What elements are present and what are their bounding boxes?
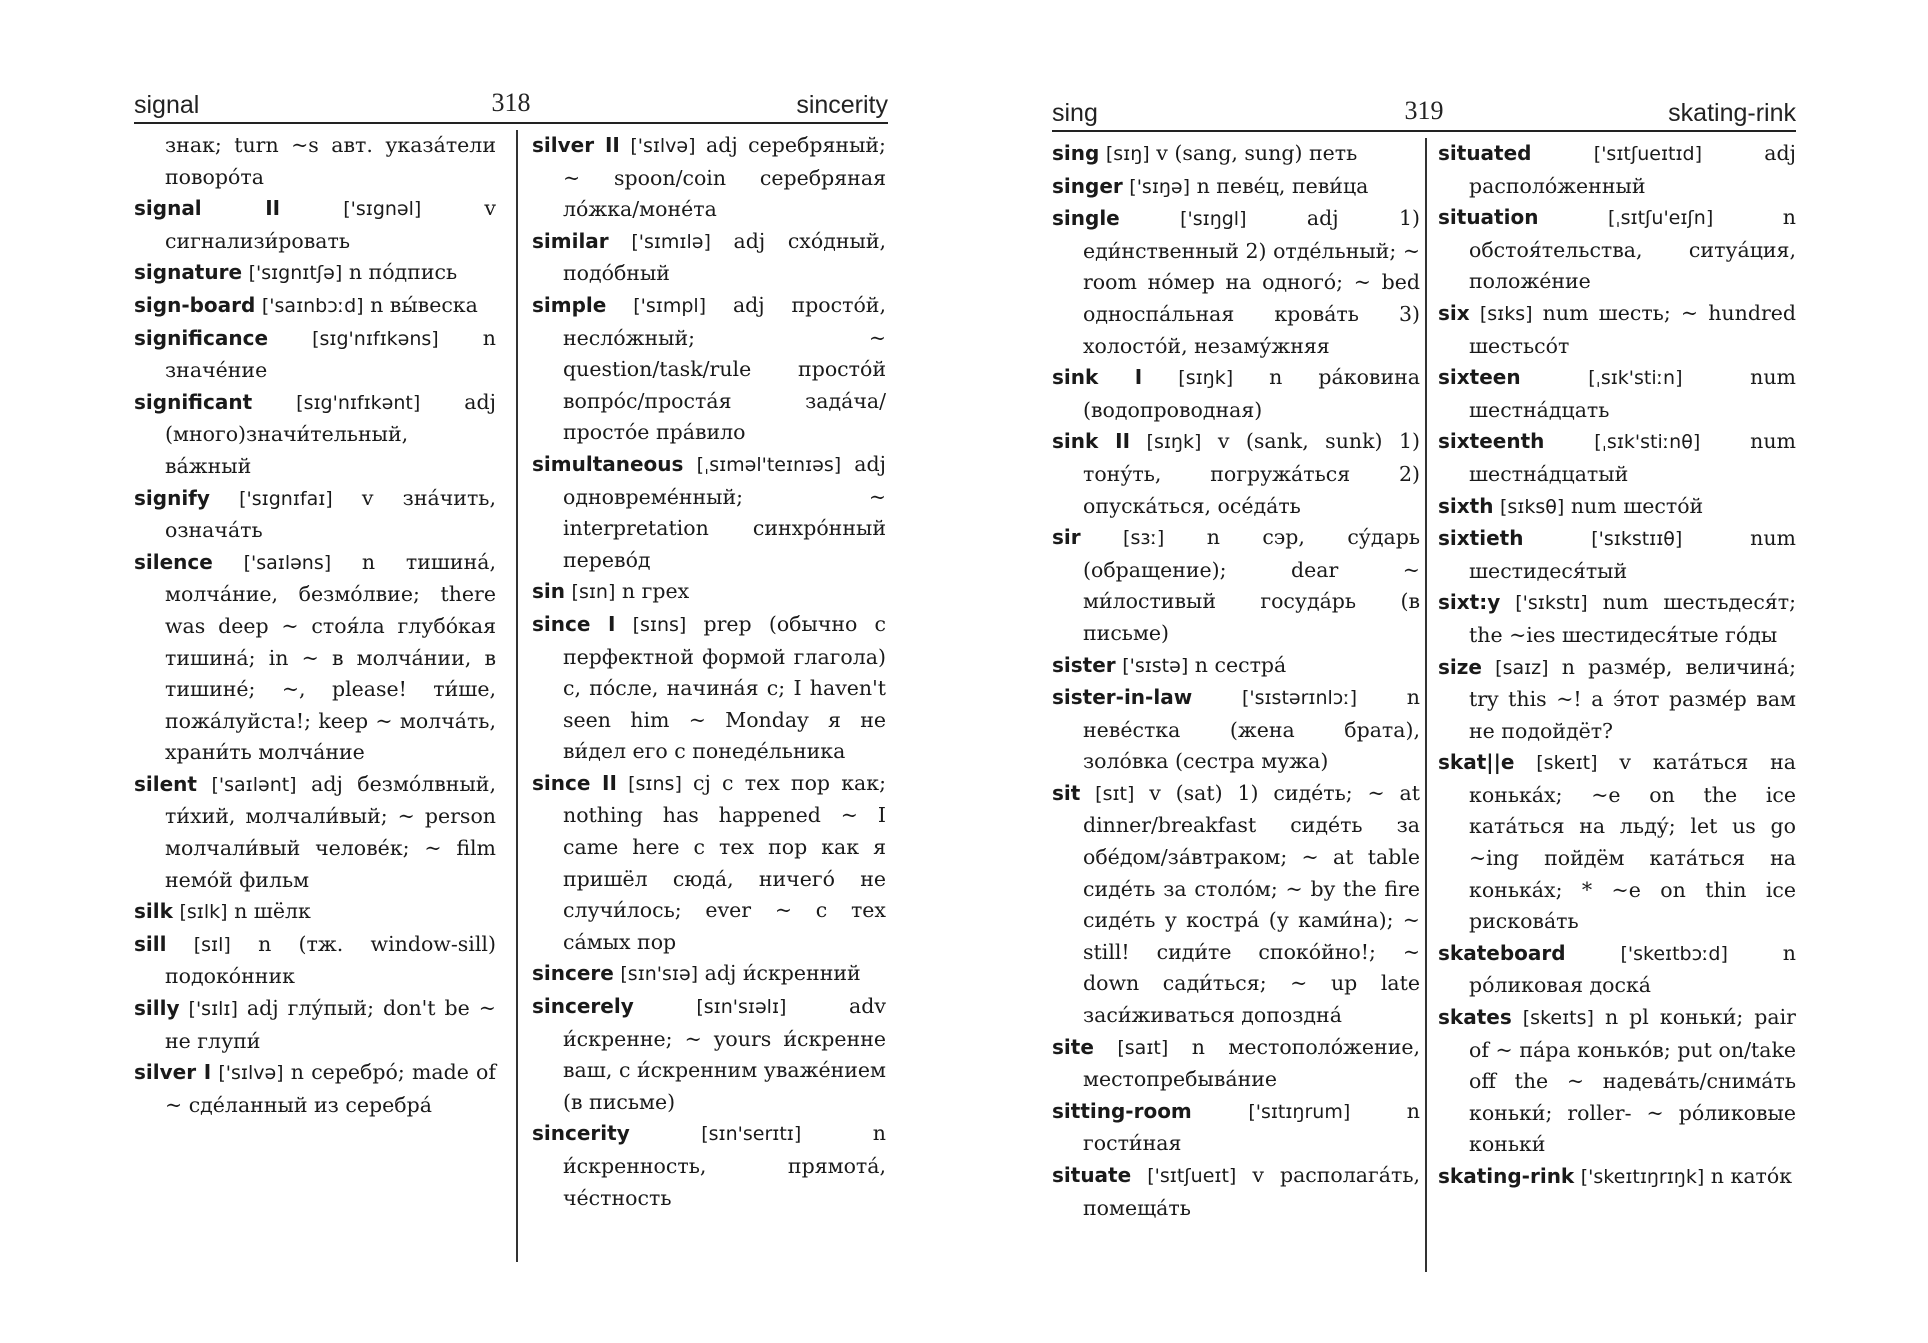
- dictionary-entry: [1438, 362, 1796, 426]
- entry-transcription: ['sɪgnɪfaɪ]: [239, 487, 333, 510]
- dictionary-entry: [532, 1118, 886, 1214]
- entry-definition: n (тж. window-sill) подоко́нник: [165, 931, 496, 989]
- dictionary-entry: [1052, 650, 1420, 683]
- entry-transcription: ['sɪtʃueɪt]: [1147, 1165, 1237, 1187]
- entry-transcription: ['sɪlvə]: [218, 1062, 284, 1085]
- entry-headword: single: [1052, 206, 1120, 231]
- entry-definition: prep (обычно с перфектной формой глагола) с, по́сле, начина́я с; I haven't seen him ~ Monday я не ви́дел его с понеде́льника: [563, 611, 886, 764]
- page-number: 318: [491, 88, 531, 117]
- dictionary-entry: [134, 993, 496, 1057]
- dictionary-entry: [134, 1057, 496, 1121]
- entry-definition: n местополо́жение, местопребыва́ние: [1083, 1034, 1420, 1092]
- dictionary-entry: [1052, 171, 1420, 204]
- entry-definition: n pl коньки́; pair of ~ па́ра конько́в; put on/take off the ~ надева́ть/снима́ть коньки́; roller- ~ ро́ликовые коньки́: [1469, 1005, 1796, 1157]
- entry-headword: size: [1438, 654, 1482, 679]
- entry-definition: n грех: [621, 579, 690, 604]
- entry-definition: n значе́ние: [165, 325, 496, 383]
- entry-definition: cj с тех пор как; nothing has happened ~ I came here с тех пор как я пришёл сюда́, ничего́ не случи́лось; ever ~ с тех са́мых пор: [563, 770, 886, 954]
- entry-headword: sign-board: [134, 292, 256, 317]
- entry-definition: n ро́ликовая доска́: [1469, 940, 1796, 998]
- entry-headword: sixtieth: [1438, 526, 1524, 551]
- entry-definition: n гости́ная: [1083, 1098, 1420, 1156]
- entry-transcription: [sɪŋ]: [1105, 143, 1150, 165]
- entry-transcription: ['sɪkstɪ]: [1515, 592, 1588, 615]
- dictionary-entry: [134, 323, 496, 387]
- entry-transcription: [sɪn]: [571, 581, 616, 604]
- entry-headword: six: [1438, 300, 1470, 325]
- entry-definition: n шёлк: [234, 899, 311, 924]
- entry-headword: silk: [134, 899, 173, 924]
- entry-transcription: ['sɪstərɪnlɔː]: [1241, 687, 1358, 710]
- entry-headword: sixteen: [1438, 365, 1521, 390]
- dictionary-entry: [532, 609, 886, 768]
- column-divider: [516, 130, 518, 1262]
- dictionary-entry: [1052, 426, 1420, 522]
- entry-transcription: [sɪg'nɪfɪkəns]: [312, 327, 439, 350]
- dictionary-entry: [134, 387, 496, 483]
- entry-headword: sing: [1052, 141, 1100, 165]
- dictionary-entry: [134, 929, 496, 993]
- dictionary-entry: [1052, 1032, 1420, 1096]
- entry-transcription: [ˌsɪk'stiːnθ]: [1594, 431, 1701, 454]
- entry-transcription: ['sɪtʃueɪtɪd]: [1593, 143, 1702, 165]
- entry-transcription: [sɪn'sɪə]: [620, 963, 699, 986]
- entry-transcription: [skeɪt]: [1536, 752, 1598, 775]
- entry-headword: situated: [1438, 141, 1532, 165]
- entry-transcription: [sɪn'sɪəlɪ]: [696, 996, 787, 1019]
- entry-headword: skates: [1438, 1005, 1512, 1030]
- dictionary-entry: [532, 290, 886, 449]
- entry-definition: v ката́ться на конька́х; ~e on the ice ката́ться на льду́; let us go ~ing пойдём ката́ться на конька́х; * ~e on thin ice рискова́ть: [1469, 750, 1796, 934]
- entry-transcription: ['saɪnbɔːd]: [261, 294, 364, 317]
- page-number: 319: [1404, 96, 1444, 125]
- entry-headword: simultaneous: [532, 451, 684, 476]
- entry-headword: skat||e: [1438, 750, 1515, 775]
- dictionary-entry: [1052, 778, 1420, 1032]
- guide-word-first: sing: [1052, 99, 1098, 127]
- entry-definition: n и́скренность, прямота́, че́стность: [563, 1121, 886, 1210]
- entry-transcription: ['sɪmɪlə]: [631, 230, 711, 253]
- entry-definition: num шесть; ~ hundred шестьсо́т: [1469, 300, 1796, 358]
- entry-definition: знак; turn ~s авт. указа́тели поворо́та: [165, 133, 496, 189]
- entry-definition: adv и́скренне; ~ yours и́скренне ваш, с и́скренним уваже́нием (в письме): [563, 994, 886, 1114]
- entry-headword: sister: [1052, 652, 1116, 677]
- entry-headword: sink II: [1052, 429, 1131, 454]
- entry-headword: since I: [532, 611, 616, 636]
- entry-definition: v (sang, sung) петь: [1156, 141, 1358, 165]
- entry-headword: silver I: [134, 1060, 212, 1085]
- entry-headword: signal II: [134, 196, 281, 221]
- entry-headword: situation: [1438, 205, 1539, 230]
- entry-transcription: [sɪlk]: [179, 901, 228, 924]
- entry-transcription: ['sɪŋə]: [1129, 175, 1191, 198]
- entry-definition: v (sat) 1) сиде́ть; ~ at dinner/breakfast сиде́ть за обе́дом/за́втраком; ~ at table сиде́ть за столо́м; ~ by the fire сиде́ть у костра́ (у ками́на); ~ still! сиди́те споко́йно!; ~ down сади́ться; ~ up late заси́живаться допоздна́: [1083, 780, 1420, 1028]
- right-page: [1052, 96, 1796, 1220]
- entry-transcription: ['sɪgnɪtʃə]: [248, 262, 343, 285]
- entry-transcription: [sɜː]: [1123, 527, 1165, 550]
- entry-headword: signify: [134, 485, 210, 510]
- dictionary-entry: [1438, 523, 1796, 587]
- dictionary-entry: [1052, 1096, 1420, 1160]
- entry-transcription: [sɪn'serɪtɪ]: [701, 1123, 802, 1146]
- dictionary-entry: [1438, 938, 1796, 1002]
- entry-transcription: [saɪt]: [1117, 1036, 1169, 1059]
- entry-transcription: [sɪks]: [1479, 302, 1533, 325]
- entry-headword: sincere: [532, 961, 614, 986]
- dictionary-entry: [1052, 522, 1420, 649]
- dictionary-entry: [134, 290, 496, 323]
- entry-transcription: ['sɪkstɪɪθ]: [1591, 528, 1683, 551]
- dictionary-entry: [1052, 682, 1420, 778]
- dictionary-entry: [134, 130, 496, 193]
- entry-definition: adj 1) еди́нственный 2) отде́льный; ~ room но́мер на одного́; ~ bed односпа́льная крова́ть 3) холосто́й, незаму́жняя: [1083, 206, 1420, 358]
- column-left: [1052, 138, 1420, 1224]
- entry-definition: adj безмо́лвный, ти́хий, молчали́вый; ~ person молчали́вый челове́к; ~ film немо́й фильм: [165, 771, 496, 892]
- dictionary-entry: [532, 768, 886, 959]
- entry-transcription: [sɪl]: [193, 933, 231, 956]
- entry-headword: sitting-room: [1052, 1098, 1192, 1123]
- entry-transcription: [sɪŋk]: [1178, 367, 1234, 390]
- dictionary-entry: [1438, 652, 1796, 748]
- entry-transcription: ['sɪtɪŋrum]: [1248, 1100, 1351, 1123]
- entry-transcription: [sɪŋk]: [1146, 431, 1202, 454]
- entry-headword: significant: [134, 389, 253, 414]
- entry-definition: adj серебряный; ~ spoon/coin серебряная ло́жка/моне́та: [563, 133, 886, 222]
- dictionary-entry: [1438, 138, 1796, 202]
- entry-headword: significance: [134, 325, 269, 350]
- dictionary-entry: [532, 991, 886, 1118]
- entry-headword: sill: [134, 931, 167, 956]
- entry-definition: n серебро́; made of ~ сде́ланный из серебра́: [165, 1060, 496, 1117]
- entry-definition: n тишина́, молча́ние, безмо́лвие; there was deep ~ стоя́ла глубо́кая тишина́; in ~ в молча́нии, в тишине́; ~, please! ти́ше, пожа́луйста!; keep ~ молча́ть, храни́ть молча́ние: [165, 549, 496, 765]
- entry-definition: num шестьдеся́т; the ~ies шестидеся́тые го́ды: [1469, 590, 1796, 647]
- dictionary-entry: [134, 769, 496, 896]
- entry-definition: n сестра́: [1194, 652, 1287, 677]
- entry-transcription: ['sɪŋgl]: [1180, 208, 1247, 231]
- entry-definition: n ра́ковина (водопроводная): [1083, 365, 1420, 422]
- entry-definition: n по́дпись: [348, 260, 458, 285]
- column-divider: [1425, 138, 1427, 1272]
- entry-definition: adj (много)значи́тельный, ва́жный: [165, 389, 496, 478]
- dictionary-entry: [1438, 587, 1796, 651]
- dictionary-entry: [532, 576, 886, 609]
- entry-definition: adj одновреме́нный; ~ interpretation синхро́нный перево́д: [563, 451, 886, 572]
- entry-transcription: [sɪg'nɪfɪkənt]: [296, 391, 421, 414]
- entry-headword: since II: [532, 770, 617, 795]
- dictionary-entry: [1438, 747, 1796, 938]
- entry-headword: silent: [134, 771, 197, 796]
- entry-transcription: [sɪns]: [632, 613, 687, 636]
- entry-definition: v (sank, sunk) 1) тону́ть, погружа́ться 2) опуска́ться, осéда́ть: [1083, 429, 1420, 518]
- entry-definition: n певе́ц, певи́ца: [1196, 173, 1369, 198]
- guide-word-last: skating-rink: [1668, 99, 1796, 127]
- entry-definition: v зна́чить, означа́ть: [165, 485, 496, 543]
- entry-headword: sixteenth: [1438, 429, 1545, 454]
- entry-definition: num шесто́й: [1570, 493, 1704, 518]
- entry-headword: skateboard: [1438, 940, 1566, 965]
- entry-transcription: [sɪksθ]: [1500, 495, 1565, 518]
- entry-headword: sink I: [1052, 365, 1143, 390]
- entry-transcription: ['sɪlvə]: [630, 135, 696, 157]
- entry-transcription: [saɪz]: [1495, 656, 1549, 679]
- guide-word-last: sincerity: [796, 91, 888, 119]
- entry-definition: n обстоя́тельства, ситуа́ция, положе́ние: [1469, 205, 1796, 294]
- entry-definition: adj схо́дный, подо́бный: [563, 228, 886, 286]
- entry-definition: n сэр, су́дарь (обращение); dear ~ ми́лостивый госуда́рь (в письме): [1083, 525, 1420, 645]
- entry-definition: n разме́р, величина́; try this ~! а э́тот разме́р вам не подойдёт?: [1469, 654, 1796, 743]
- dictionary-entry: [134, 193, 496, 257]
- entry-transcription: ['sɪlɪ]: [188, 998, 238, 1021]
- dictionary-entry: [1438, 1161, 1796, 1194]
- entry-transcription: [ˌsɪməl'teɪnɪəs]: [696, 453, 842, 476]
- dictionary-entry: [532, 226, 886, 290]
- entry-definition: adj и́скренний: [704, 961, 861, 986]
- entry-transcription: ['saɪləns]: [243, 551, 332, 574]
- dictionary-entry: [532, 449, 886, 576]
- entry-definition: v располага́ть, помеща́ть: [1083, 1163, 1420, 1220]
- entry-transcription: [sɪt]: [1095, 782, 1135, 805]
- dictionary-entry: [1438, 202, 1796, 298]
- entry-definition: adj глу́пый; don't be ~ не глупи́: [165, 996, 496, 1053]
- entry-headword: site: [1052, 1034, 1094, 1059]
- entry-transcription: ['saɪlənt]: [211, 773, 297, 796]
- entry-headword: situate: [1052, 1163, 1132, 1187]
- entry-transcription: ['skeɪtɪŋrɪŋk]: [1580, 1166, 1705, 1188]
- dictionary-entry: [532, 130, 886, 226]
- running-head: [134, 88, 888, 124]
- entry-definition: n неве́стка (жена брата), золо́вка (сестра мужа): [1083, 685, 1420, 774]
- column-right: [1438, 138, 1796, 1194]
- entry-headword: singer: [1052, 173, 1123, 198]
- dictionary-entry: [134, 547, 496, 769]
- entry-definition: num шестна́дцатый: [1469, 429, 1796, 486]
- dictionary-entry: [134, 483, 496, 547]
- dictionary-entry: [1438, 491, 1796, 524]
- entry-definition: n като́к: [1710, 1164, 1793, 1188]
- entry-headword: sir: [1052, 525, 1081, 550]
- entry-headword: skating-rink: [1438, 1164, 1575, 1188]
- dictionary-entry: [1052, 138, 1420, 171]
- dictionary-entry: [1438, 1002, 1796, 1161]
- entry-headword: simple: [532, 292, 607, 317]
- column-right: [532, 130, 886, 1214]
- guide-word-first: signal: [134, 91, 200, 119]
- entry-transcription: ['sɪmpl]: [633, 294, 707, 317]
- entry-transcription: [ˌsɪk'stiːn]: [1588, 367, 1683, 390]
- dictionary-entry: [1438, 426, 1796, 490]
- dictionary-entry: [532, 958, 886, 991]
- entry-headword: sixth: [1438, 493, 1494, 518]
- running-head: [1052, 96, 1796, 132]
- entry-headword: sincerely: [532, 994, 634, 1019]
- entry-transcription: [skeɪts]: [1522, 1007, 1594, 1030]
- entry-transcription: ['skeɪtbɔːd]: [1620, 942, 1728, 965]
- dictionary-entry: [1052, 1160, 1420, 1224]
- entry-headword: silence: [134, 549, 213, 574]
- entry-headword: sincerity: [532, 1121, 630, 1146]
- entry-headword: sixt:y: [1438, 590, 1501, 615]
- entry-headword: sin: [532, 579, 565, 604]
- dictionary-entry: [1052, 362, 1420, 426]
- entry-headword: sister-in-law: [1052, 685, 1193, 710]
- left-page: [134, 88, 888, 1210]
- dictionary-entry: [1052, 203, 1420, 362]
- entry-transcription: [ˌsɪtʃu'eɪʃn]: [1607, 207, 1714, 230]
- entry-transcription: ['sɪgnəl]: [343, 198, 422, 221]
- entry-definition: n вы́веска: [370, 292, 478, 317]
- entry-definition: v сигнализи́ровать: [165, 196, 496, 253]
- entry-headword: silver II: [532, 133, 620, 157]
- entry-headword: sit: [1052, 780, 1081, 805]
- entry-headword: signature: [134, 260, 243, 285]
- entry-transcription: [sɪns]: [628, 772, 682, 795]
- entry-definition: num шестидеся́тый: [1469, 526, 1796, 583]
- column-left: [134, 130, 496, 1121]
- entry-definition: adj располо́женный: [1469, 141, 1796, 198]
- entry-headword: silly: [134, 996, 180, 1021]
- dictionary-entry: [134, 257, 496, 290]
- entry-headword: similar: [532, 228, 609, 253]
- entry-definition: num шестна́дцать: [1469, 365, 1796, 422]
- dictionary-entry: [134, 896, 496, 929]
- dictionary-entry: [1438, 298, 1796, 362]
- entry-definition: adj просто́й, несло́жный; ~ question/task/rule просто́й вопро́с/проста́я зада́ча/просто́е пра́вило: [563, 292, 886, 445]
- entry-transcription: ['sɪstə]: [1122, 654, 1189, 677]
